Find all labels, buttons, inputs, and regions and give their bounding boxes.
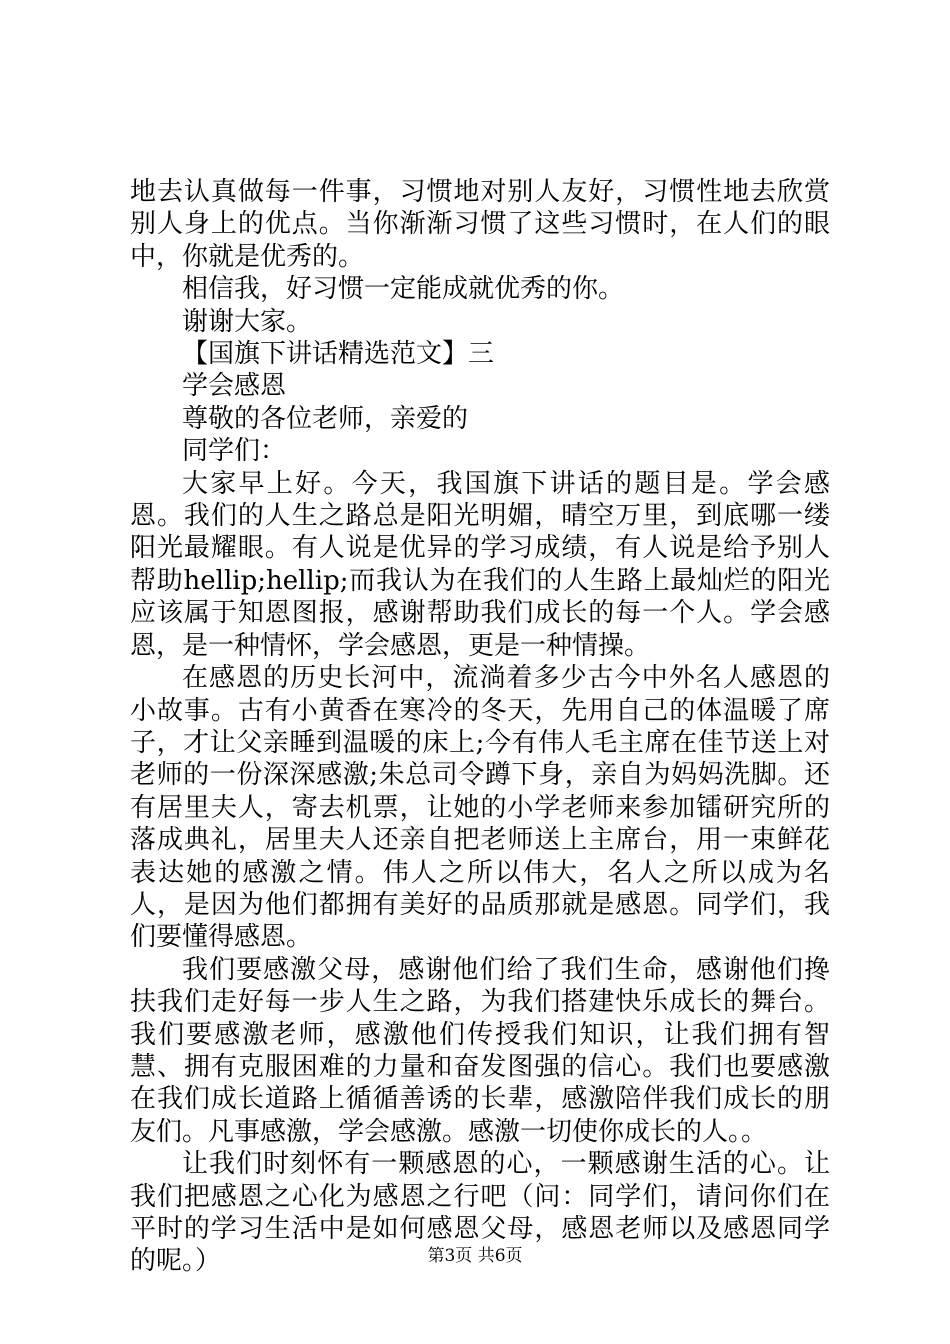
paragraph-1: 地去认真做每一件事，习惯地对别人友好，习惯性地去欣赏别人身上的优点。当你渐渐习惯了这些习惯时，在人们的眼中，你就是优秀的。 [130,177,830,272]
paragraph-2: 相信我，好习惯一定能成就优秀的你。 [182,274,625,305]
salutation-line-1: 尊敬的各位老师，亲爱的 [182,403,469,434]
document-body [130,176,830,1278]
page-number-footer: 第3页 共6页 [427,1246,523,1266]
paragraph-8: 大家早上好。今天，我国旗下讲话的题目是。学会感恩。我们的人生之路总是阳光明媚，晴空万里，到底哪一缕阳光最耀眼。有人说是优异的学习成绩，有人说是给予别人帮助hellip;hellip;而我认为在我们的人生路上最灿烂的阳光应该属于知恩图报，感谢帮助我们成长的每一个人。学会感恩，是一种情怀，学会感恩，更是一种情操。 [130,468,830,661]
speech-title: 学会感恩 [182,371,287,402]
paragraph-3: 谢谢大家。 [182,306,313,337]
salutation-line-2: 同学们： [182,436,287,467]
paragraph-11: 让我们时刻怀有一颗感恩的心，一颗感谢生活的心。让我们把感恩之心化为感恩之行吧（问：同学们，请问你们在平时的学习生活中是如何感恩父母，感恩老师以及感恩同学的呢。） [130,1149,830,1277]
paragraph-10: 我们要感激父母，感谢他们给了我们生命，感谢他们搀扶我们走好每一步人生之路，为我们搭建快乐成长的舞台。我们要感激老师，感激他们传授我们知识，让我们拥有智慧、拥有克服困难的力量和奋发图强的信心。我们也要感激在我们成长道路上循循善诱的长辈，感激陪伴我们成长的朋友们。凡事感激，学会感激。感激一切使你成长的人。。 [130,954,830,1147]
paragraph-9: 在感恩的历史长河中，流淌着多少古今中外名人感恩的小故事。古有小黄香在寒冷的冬天，先用自己的体温暖了席子，才让父亲睡到温暖的床上;今有伟人毛主席在佳节送上对老师的一份深深感激;朱总司令蹲下身，亲自为妈妈洗脚。还有居里夫人，寄去机票，让她的小学老师来参加镭研究所的落成典礼，居里夫人还亲自把老师送上主席台，用一束鲜花表达她的感激之情。伟人之所以伟大，名人之所以成为名人，是因为他们都拥有美好的品质那就是感恩。同学们，我们要懂得感恩。 [130,663,830,953]
section-heading: 【国旗下讲话精选范文】三 [182,339,495,370]
